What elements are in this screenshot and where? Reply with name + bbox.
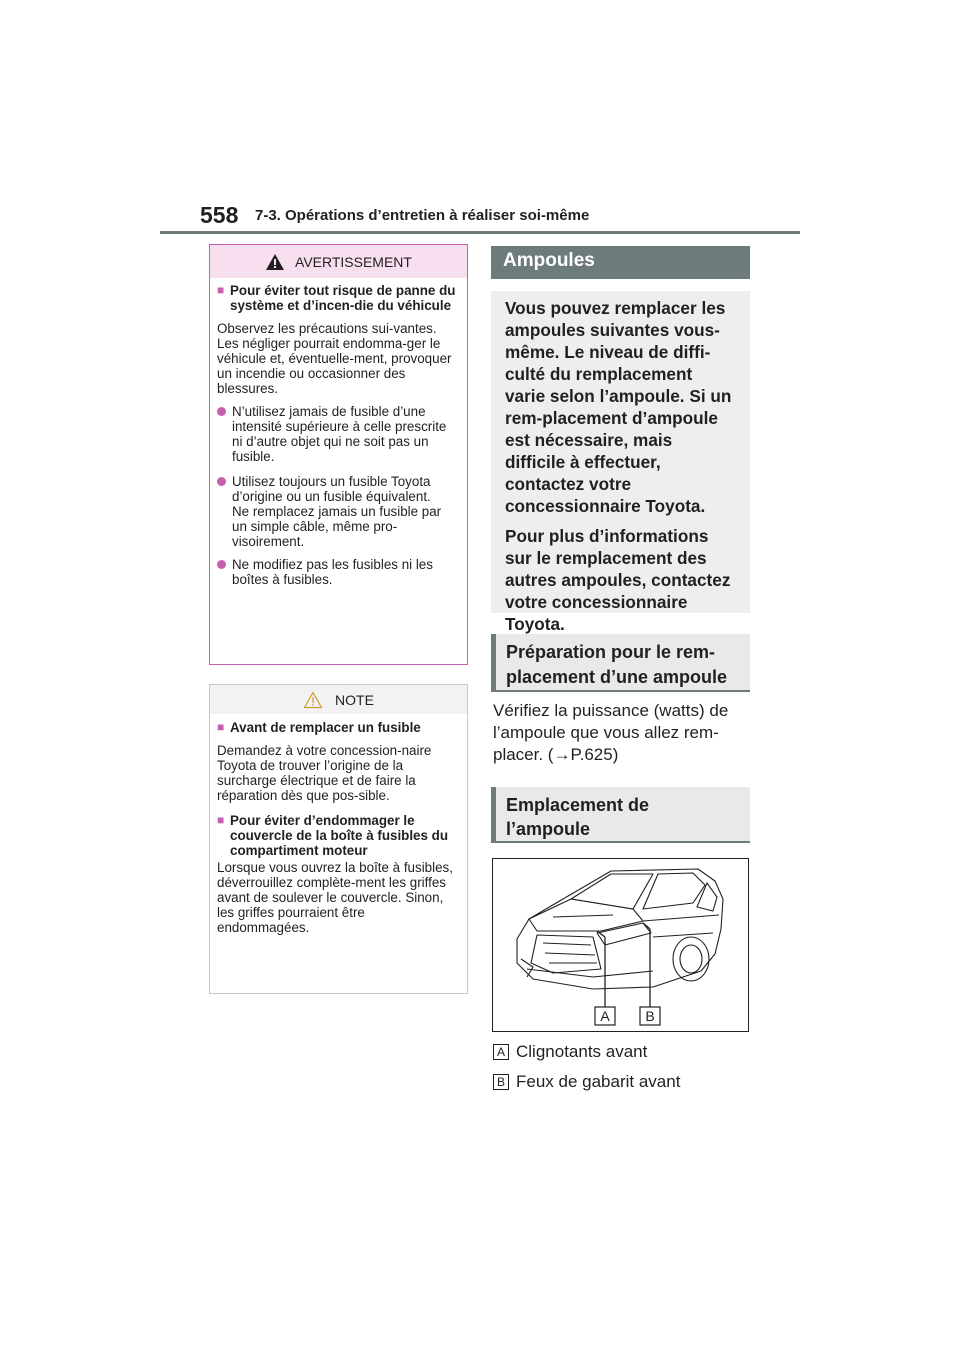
- note-title: NOTE: [335, 691, 374, 708]
- caption-a-letter: A: [493, 1044, 509, 1060]
- round-bullet-icon: [217, 559, 229, 571]
- note-text-1: Demandez à votre concession-naire Toyota de trouver l’origine de la surcharge électrique et de faire la réparation dès que pos-sible.: [217, 743, 432, 803]
- car-front-illustration: [492, 858, 749, 1032]
- warning-bullet-text: Utilisez toujours un fusible Toyota d’origine ou un fusible équivalent.: [232, 474, 431, 504]
- preparation-text-line: [493, 744, 728, 766]
- warning-bullet: [217, 557, 458, 587]
- preparation-text-line: l’ampoule que vous allez rem-: [493, 723, 719, 742]
- note-heading-text: Pour éviter d’endommager le couvercle de la boîte à fusibles du compartiment moteur: [230, 813, 449, 858]
- ampoules-paragraph-2: Pour plus d’informations sur le remplacement des autres ampoules, contactez votre concessionnaire Toyota.: [505, 526, 731, 634]
- note-heading-2: [217, 813, 458, 858]
- square-bullet-icon: ■: [217, 283, 225, 297]
- preparation-heading: [491, 634, 750, 692]
- ampoules-heading: Ampoules: [491, 246, 750, 279]
- warning-bullet-text: Ne modifiez pas les fusibles ni les boîtes à fusibles.: [232, 557, 433, 587]
- note-header: [210, 685, 467, 714]
- square-bullet-icon: ■: [217, 813, 225, 827]
- note-heading-text: Avant de remplacer un fusible: [230, 720, 421, 735]
- ampoules-intro-box: [491, 291, 750, 634]
- warning-intro: Observez les précautions sui-vantes.: [217, 321, 437, 336]
- note-heading-1: [217, 720, 458, 735]
- suv-front-drawing: [493, 859, 748, 1031]
- caution-triangle-icon: [303, 691, 323, 709]
- header-rule: [160, 231, 800, 234]
- warning-bullet: [217, 474, 458, 504]
- square-bullet-icon: ■: [217, 720, 225, 734]
- warning-intro-2: Les négliger pourrait endomma-ger le véhicule et, éventuelle-ment, provoquer un incendie ou occasionner des blessures.: [217, 336, 452, 396]
- warning-title: AVERTISSEMENT: [295, 253, 412, 270]
- warning-bullet-text: N’utilisez jamais de fusible d’une intensité supérieure à celle prescrite ni d’autre objet qui ne soit pas un fusible.: [232, 404, 447, 464]
- emplacement-heading: [491, 787, 750, 843]
- warning-bullet-continuation: Ne remplacez jamais un fusible par un simple câble, même pro-visoirement.: [232, 504, 442, 549]
- caption-b-letter: B: [493, 1074, 509, 1090]
- emplacement-heading-line: Emplacement de: [506, 795, 650, 815]
- warning-heading-text: Pour éviter tout risque de panne du système et d’incen-die du véhicule: [230, 283, 456, 313]
- page-ref-arrow-icon: →: [553, 745, 571, 764]
- warning-header: [210, 245, 467, 278]
- note-text-2: Lorsque vous ouvrez la boîte à fusibles, déverrouillez complète-ment les griffes avant de soulever le couvercle. Sinon, les griffes pourraient être endommagées.: [217, 860, 453, 935]
- caption-b-text: Feux de gabarit avant: [516, 1072, 681, 1091]
- caption-a: [493, 1042, 647, 1062]
- preparation-text-line: Vérifiez la puissance (watts) de: [493, 701, 729, 720]
- caption-a-text: Clignotants avant: [516, 1042, 648, 1061]
- note-box: [209, 684, 468, 994]
- warning-box: [209, 244, 468, 665]
- figure-label-b: B: [645, 1008, 655, 1024]
- figure-label-a: A: [600, 1008, 610, 1024]
- caption-b: [493, 1072, 680, 1092]
- round-bullet-icon: [217, 406, 229, 418]
- preparation-text-prefix: placer. (: [493, 745, 554, 764]
- warning-triangle-icon: [265, 253, 285, 271]
- ampoules-paragraph-1: Vous pouvez remplacer les ampoules suivantes vous-même. Le niveau de diffi-culté du remplacement varie selon l’ampoule. Si un rem-placement d’ampoule est nécessaire, mais difficile à effectuer, contactez votre concessionnaire Toyota.: [505, 298, 732, 516]
- emplacement-heading-line: l’ampoule: [506, 819, 591, 839]
- round-bullet-icon: [217, 476, 229, 488]
- preparation-heading-line: placement d’une ampoule: [506, 667, 728, 687]
- preparation-text: [493, 700, 728, 766]
- page-number: 558: [200, 202, 239, 228]
- warning-heading: [217, 283, 458, 313]
- preparation-heading-line: Préparation pour le rem-: [506, 642, 716, 662]
- section-title: 7-3. Opérations d’entretien à réaliser soi-même: [255, 207, 590, 224]
- warning-bullet: [217, 404, 458, 464]
- page-reference-link[interactable]: P.625): [570, 745, 619, 764]
